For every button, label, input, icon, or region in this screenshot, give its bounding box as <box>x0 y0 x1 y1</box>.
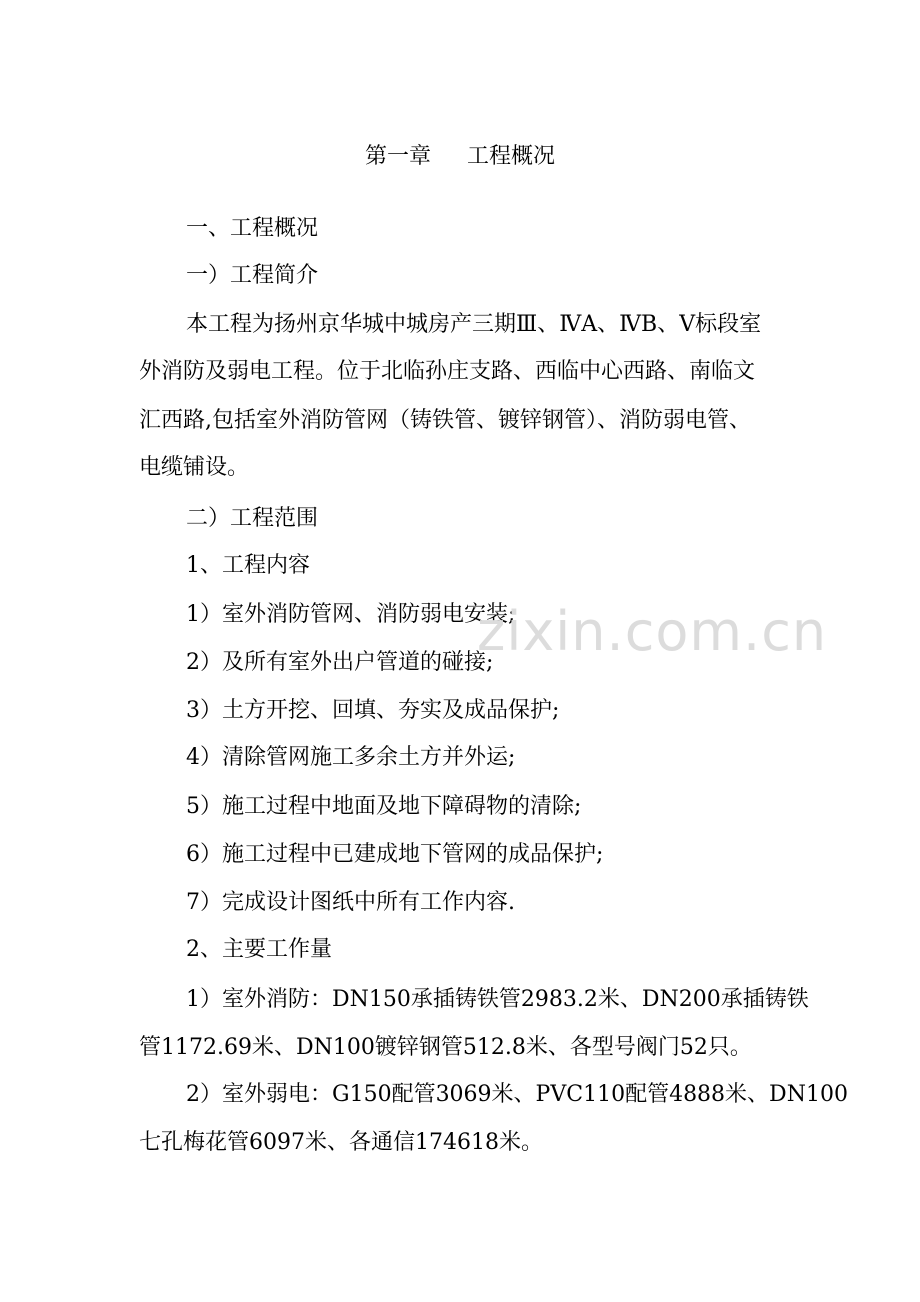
quantity-heading: 2、主要工作量 <box>186 937 332 962</box>
quantity-item-1-line-1: 1）室外消防：DN150承插铸铁管2983.2米、DN200承插铸铁 <box>186 987 809 1012</box>
scope-item: 5）施工过程中地面及地下障碍物的清除; <box>186 794 582 819</box>
scope-item: 4）清除管网施工多余土方并外运; <box>186 745 516 770</box>
chapter-name: 工程概况 <box>467 144 556 169</box>
section-heading: 一、工程概况 <box>186 216 319 241</box>
chapter-number: 第一章 <box>364 144 431 169</box>
subsection-heading-intro: 一）工程简介 <box>186 263 319 288</box>
scope-item: 6）施工过程中已建成地下管网的成品保护; <box>186 842 604 867</box>
intro-paragraph-line-3: 汇西路,包括室外消防管网（铸铁管、镀锌钢管）、消防弱电管、 <box>139 408 751 433</box>
scope-content-heading: 1、工程内容 <box>186 553 310 578</box>
scope-item: 2）及所有室外出户管道的碰接; <box>186 650 494 675</box>
quantity-item-1-line-2: 管1172.69米、DN100镀锌钢管512.8米、各型号阀门52只。 <box>139 1035 752 1060</box>
subsection-heading-scope: 二）工程范围 <box>186 506 319 531</box>
watermark: zixin.com.cn <box>477 600 828 663</box>
scope-item: 7）完成设计图纸中所有工作内容. <box>186 890 515 915</box>
quantity-item-2-line-1: 2）室外弱电：G150配管3069米、PVC110配管4888米、DN100 <box>186 1082 848 1107</box>
scope-item: 3）土方开挖、回填、夯实及成品保护; <box>186 698 560 723</box>
chapter-title <box>0 142 920 172</box>
quantity-item-2-line-2: 七孔梅花管6097米、各通信174618米。 <box>139 1130 543 1155</box>
intro-paragraph-line-2: 外消防及弱电工程。位于北临孙庄支路、西临中心西路、南临文 <box>139 359 756 384</box>
intro-paragraph-line-4: 电缆铺设。 <box>139 455 250 480</box>
intro-paragraph-line-1: 本工程为扬州京华城中城房产三期Ⅲ、ⅣA、ⅣB、Ⅴ标段室 <box>186 312 762 337</box>
scope-item: 1）室外消防管网、消防弱电安装; <box>186 602 516 627</box>
